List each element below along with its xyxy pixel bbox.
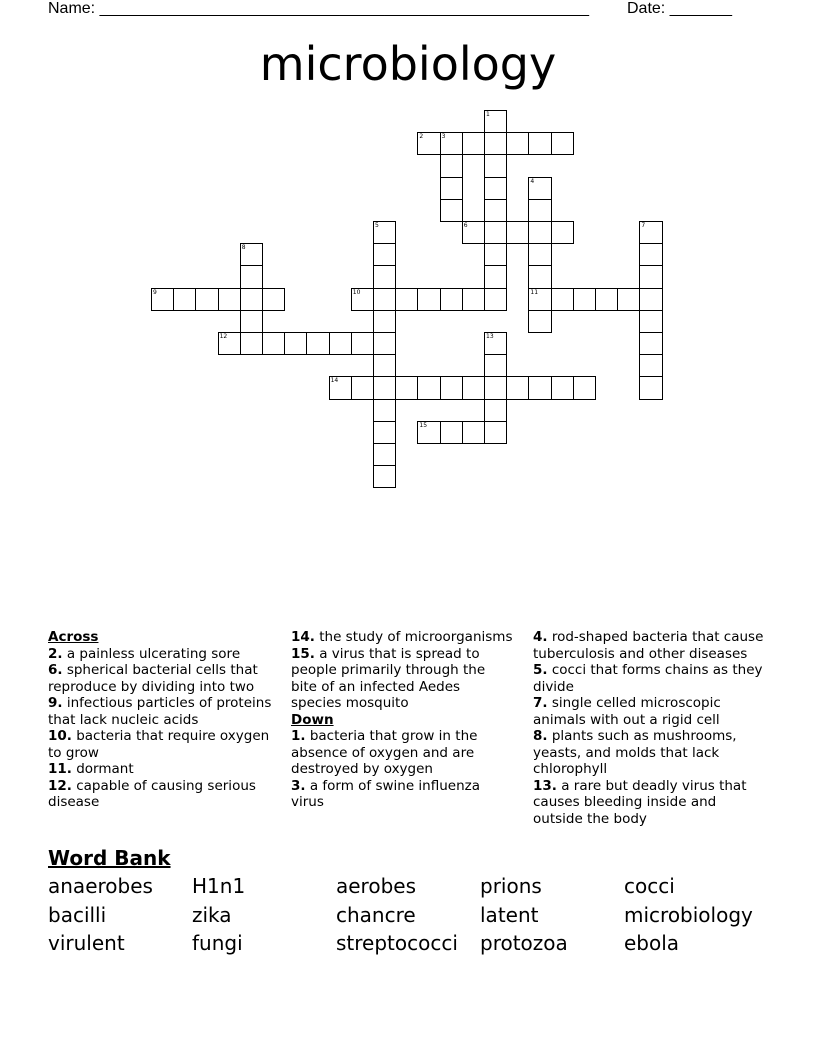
clue-item: [533, 629, 765, 662]
clue-item: [291, 728, 513, 778]
word-bank-word: ebola: [624, 931, 680, 955]
crossword-cell[interactable]: [484, 421, 507, 444]
clue-number-label: 4: [530, 177, 535, 185]
clue-number: 14.: [291, 629, 315, 645]
crossword-cell[interactable]: [373, 265, 396, 288]
clue-item: [291, 778, 513, 811]
clue-number-label: 12: [219, 333, 228, 340]
clue-item: [48, 695, 276, 728]
clue-number-label: 14: [330, 377, 339, 385]
clue-item: [291, 629, 513, 646]
crossword-cell[interactable]: [262, 288, 285, 311]
crossword-cell[interactable]: [240, 265, 263, 288]
crossword-cell[interactable]: [528, 243, 551, 266]
page-title: microbiology: [259, 37, 557, 91]
clue-heading: Down: [291, 711, 334, 728]
clue-number: 9.: [48, 695, 63, 711]
crossword-cell[interactable]: [373, 421, 396, 444]
crossword-cell[interactable]: [528, 265, 551, 288]
word-bank-word: virulent: [48, 931, 125, 955]
clue-number: 3.: [291, 777, 306, 794]
clue-number-label: 7: [641, 222, 646, 229]
clue-number-label: 8: [241, 244, 246, 252]
crossword-cell[interactable]: [440, 177, 463, 200]
clue-number: 12.: [48, 777, 72, 794]
word-bank-word: prions: [480, 874, 542, 898]
crossword-cell[interactable]: [373, 332, 396, 355]
clue-text: a virus that is spread to people primarily through the bite of an infected Aedes species mosquito: [291, 645, 486, 711]
crossword-cell[interactable]: [506, 376, 529, 399]
crossword-cell[interactable]: [373, 399, 396, 422]
crossword-cell[interactable]: [528, 376, 551, 399]
clue-item: [48, 761, 276, 778]
word-bank-word: aerobes: [336, 874, 416, 898]
crossword-cell[interactable]: [240, 332, 263, 355]
crossword-cell[interactable]: [351, 332, 374, 355]
clue-text: capable of causing serious disease: [48, 777, 256, 810]
clue-number-label: 11: [530, 288, 539, 296]
clue-item: [48, 778, 276, 811]
word-bank-word: chancre: [336, 903, 416, 927]
crossword-cell[interactable]: [639, 354, 662, 377]
clue-text: the study of microorganisms: [314, 629, 513, 645]
clue-item: [48, 662, 276, 695]
crossword-cell[interactable]: [240, 288, 263, 311]
crossword-grid: [0, 0, 816, 500]
crossword-cell[interactable]: [484, 199, 507, 222]
crossword-cell[interactable]: [373, 354, 396, 377]
word-bank-word: fungi: [192, 931, 243, 955]
clue-item: [533, 778, 765, 828]
crossword-cell[interactable]: [351, 376, 374, 399]
crossword-cell[interactable]: [484, 221, 507, 244]
clue-text: rod-shaped bacteria that cause tuberculosis and other diseases: [533, 629, 764, 662]
crossword-cell[interactable]: [195, 288, 218, 311]
crossword-cell[interactable]: [417, 376, 440, 399]
crossword-cell[interactable]: [173, 288, 196, 311]
crossword-cell[interactable]: [417, 288, 440, 311]
crossword-cell[interactable]: [484, 354, 507, 377]
crossword-cell[interactable]: [484, 399, 507, 422]
crossword-cell[interactable]: [484, 132, 507, 155]
clue-number: 4.: [533, 629, 548, 645]
crossword-cell[interactable]: [462, 132, 485, 155]
name-line: Name: _______________________________________________________: [48, 0, 589, 17]
clue-item: [533, 662, 765, 695]
crossword-cell[interactable]: [484, 177, 507, 200]
crossword-cell[interactable]: [639, 310, 662, 333]
crossword-cell[interactable]: [462, 288, 485, 311]
crossword-cell[interactable]: [528, 310, 551, 333]
crossword-cell[interactable]: [551, 376, 574, 399]
clue-text: a form of swine influenza virus: [291, 777, 481, 810]
word-bank-title: Word Bank: [48, 846, 171, 870]
clue-text: bacteria that grow in the absence of oxygen and are destroyed by oxygen: [291, 728, 478, 777]
crossword-cell[interactable]: [484, 243, 507, 266]
word-bank-word: protozoa: [480, 931, 568, 955]
crossword-cell[interactable]: [440, 421, 463, 444]
crossword-cell[interactable]: [462, 376, 485, 399]
word-bank-word: zika: [192, 903, 232, 927]
crossword-cell[interactable]: [639, 288, 662, 311]
word-bank-word: anaerobes: [48, 874, 153, 898]
crossword-cell[interactable]: [528, 132, 551, 155]
crossword-cell[interactable]: [506, 221, 529, 244]
clue-text: infectious particles of proteins that lack nucleic acids: [48, 695, 272, 728]
clue-item: [291, 646, 513, 712]
clue-text: a painless ulcerating sore: [62, 645, 241, 662]
clues-column-3: [533, 629, 765, 827]
crossword-cell[interactable]: [484, 376, 507, 399]
crossword-cell[interactable]: [373, 243, 396, 266]
crossword-cell[interactable]: [329, 332, 352, 355]
clue-number-label: 13: [486, 333, 494, 340]
word-bank-word: bacilli: [48, 903, 107, 927]
crossword-cell[interactable]: [484, 265, 507, 288]
clue-number-label: 6: [463, 222, 468, 229]
clue-text: a rare but deadly virus that causes bleeding inside and outside the body: [533, 777, 747, 827]
crossword-cell[interactable]: [551, 221, 574, 244]
clue-number-label: 5: [375, 222, 379, 229]
clue-number-label: 1: [486, 111, 490, 118]
crossword-cell[interactable]: [284, 332, 307, 355]
clue-item: [48, 728, 276, 761]
clue-item: [48, 646, 276, 663]
word-bank-word: latent: [480, 903, 539, 927]
crossword-cell[interactable]: [262, 332, 285, 355]
crossword-cell[interactable]: [440, 288, 463, 311]
clue-number-label: 10: [352, 288, 361, 296]
word-bank-word: microbiology: [624, 903, 753, 927]
crossword-cell[interactable]: [440, 199, 463, 222]
crossword-cell[interactable]: [240, 310, 263, 333]
clue-number: 1.: [291, 728, 306, 744]
clue-number-label: 2: [419, 133, 424, 141]
crossword-cell[interactable]: [395, 376, 418, 399]
clue-number: 8.: [533, 728, 548, 744]
date-line: Date: _______: [627, 0, 732, 17]
clue-text: spherical bacterial cells that reproduce by dividing into two: [48, 662, 258, 695]
clue-number: 13.: [533, 777, 557, 794]
clue-text: single celled microscopic animals with out a rigid cell: [533, 695, 721, 728]
crossword-cell[interactable]: [373, 288, 396, 311]
crossword-cell[interactable]: [639, 376, 662, 399]
clue-number-label: 9: [153, 288, 157, 296]
word-bank-word: cocci: [624, 874, 675, 898]
clue-number: 6.: [48, 662, 63, 678]
clues-column-2: [291, 629, 513, 811]
crossword-cell[interactable]: [484, 288, 507, 311]
crossword-cell[interactable]: [395, 288, 418, 311]
crossword-cell[interactable]: [573, 288, 596, 311]
clues-column-1: [48, 629, 276, 811]
crossword-cell[interactable]: [440, 154, 463, 177]
crossword-cell[interactable]: [506, 132, 529, 155]
crossword-cell[interactable]: [528, 199, 551, 222]
crossword-cell[interactable]: [639, 332, 662, 355]
crossword-cell[interactable]: [573, 376, 596, 399]
crossword-cell[interactable]: [528, 221, 551, 244]
clue-number: 10.: [48, 728, 72, 744]
crossword-cell[interactable]: [373, 465, 396, 488]
clue-number: 11.: [48, 761, 72, 777]
clue-item: [533, 728, 765, 778]
clue-text: plants such as mushrooms, yeasts, and molds that lack chlorophyll: [533, 728, 737, 777]
crossword-cell[interactable]: [440, 376, 463, 399]
crossword-cell[interactable]: [306, 332, 329, 355]
clue-number: 7.: [533, 695, 548, 711]
clue-number: 2.: [48, 645, 63, 662]
crossword-cell[interactable]: [595, 288, 618, 311]
crossword-cell[interactable]: [551, 288, 574, 311]
clue-number: 5.: [533, 662, 548, 678]
crossword-cell[interactable]: [639, 265, 662, 288]
crossword-cell[interactable]: [373, 443, 396, 466]
crossword-cell[interactable]: [639, 243, 662, 266]
crossword-cell[interactable]: [484, 154, 507, 177]
crossword-cell[interactable]: [462, 421, 485, 444]
crossword-cell[interactable]: [617, 288, 640, 311]
crossword-cell[interactable]: [373, 310, 396, 333]
clue-heading: Across: [48, 629, 99, 645]
clue-item: [533, 695, 765, 728]
clue-number: 15.: [291, 645, 315, 662]
crossword-cell[interactable]: [551, 132, 574, 155]
clue-number-label: 15: [419, 421, 428, 429]
clue-number-label: 3: [441, 133, 446, 141]
clue-text: dormant: [71, 761, 134, 777]
clue-text: bacteria that require oxygen to grow: [48, 728, 270, 761]
word-bank-word: H1n1: [192, 874, 246, 898]
crossword-cell[interactable]: [373, 376, 396, 399]
crossword-cell[interactable]: [218, 288, 241, 311]
word-bank-word: streptococci: [336, 931, 458, 955]
clue-text: cocci that forms chains as they divide: [533, 662, 763, 695]
